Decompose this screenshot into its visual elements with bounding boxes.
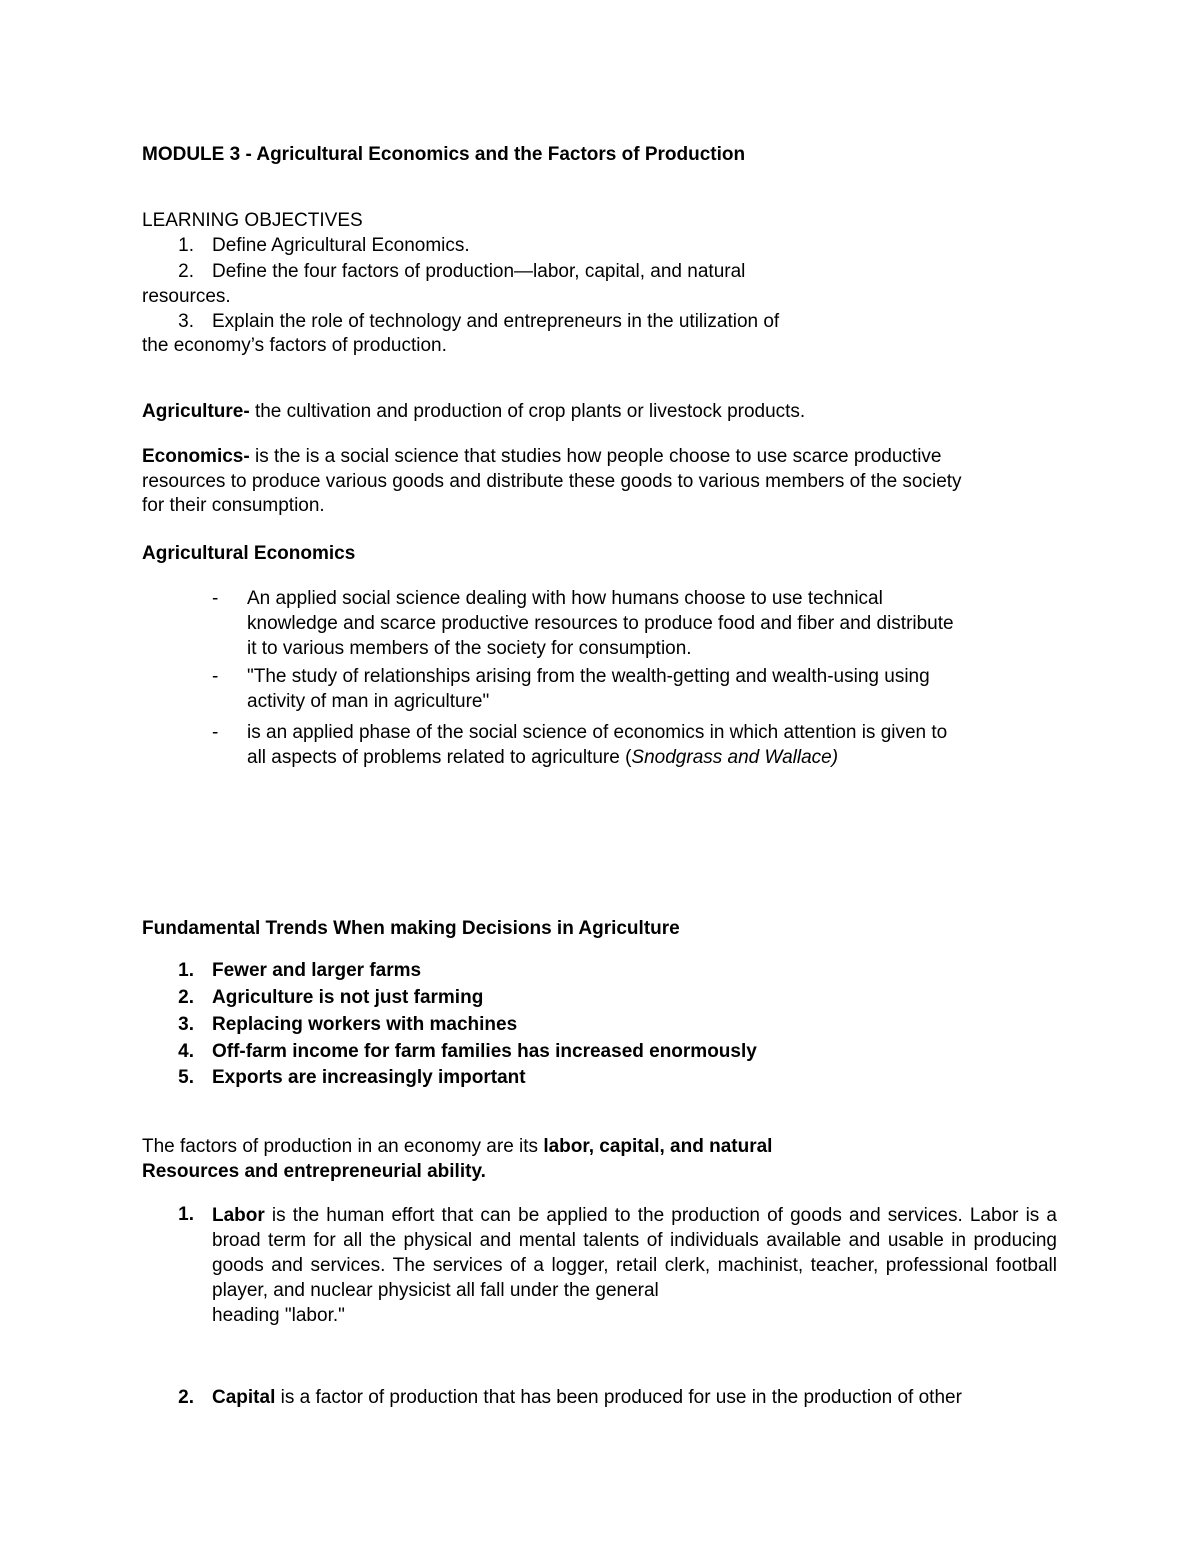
agriculture-definition: Agriculture- the cultivation and production of crop plants or livestock products. [142,401,806,422]
citation: Snodgrass and Wallace) [631,747,839,768]
trends-heading: Fundamental Trends When making Decisions in Agriculture [142,918,680,939]
labor-term: Labor [212,1205,265,1226]
economics-term: Economics- [142,446,250,467]
economics-definition-line: resources to produce various goods and distribute these goods to various members of the society [142,471,962,492]
objective-item-continuation: resources. [142,286,231,307]
agriculture-term: Agriculture- [142,401,250,422]
factors-intro-line: Resources and entrepreneurial ability. [142,1161,486,1182]
objective-item-continuation: the economy’s factors of production. [142,335,447,356]
capital-term: Capital [212,1387,276,1408]
factors-intro: The factors of production in an economy are its labor, capital, and natural [142,1136,773,1157]
economics-definition-line: for their consumption. [142,495,325,516]
document-page: MODULE 3 - Agricultural Economics and the Factors of Production LEARNING OBJECTIVES 1. Define Agricultural Economics. 2. Define the four factors of production—labor, capital, and natural resources. 3. Explain the role of technology and entrepreneurs in the utilization of the economy’s factors of production. Agriculture- the cultivation and production of crop plants or livestock products. Economics- is the is a social science that studies how people choose to use scarce productive resources to produce various goods and distribute these goods to various members of the society for their consumption. Agricultural Economics - An applied social science dealing with how humans choose to use technical knowledge and scarce productive resources to produce food and fiber and distribute it to various members of the society for consumption. - "The study of relationships arising from the wealth-getting and wealth-using using activity of man in agriculture" - is an applied phase of the social science of economics in which attention is given to all aspects of problems related to agriculture (Snodgrass and Wallace) Fundamental Trends When making Decisions in Agriculture 1. Fewer and larger farms 2. Agriculture is not just farming 3. Replacing workers with machines 4. Off-farm income for farm families has increased enormously 5. Exports are increasingly important The factors of production in an economy are its labor, capital, and natural Resources and entrepreneurial ability. 1. Labor is the human effort that can be applied to the production of goods and services. Labor is a broad term for all the physical and mental talents of individuals available and usable in producing goods and services. The services of a logger, retail clerk, machinist, teacher, professional football player, and nuclear physicist all fall under the general heading "labor." 2. Capital is a factor of production that has been produced for use in the production of other [142,144,1057,1408]
objectives-heading: LEARNING OBJECTIVES [142,210,363,231]
ag-econ-heading: Agricultural Economics [142,543,356,564]
economics-definition: Economics- is the is a social science that studies how people choose to use scarce productive [142,446,942,467]
module-title: MODULE 3 - Agricultural Economics and the Factors of Production [142,144,746,165]
